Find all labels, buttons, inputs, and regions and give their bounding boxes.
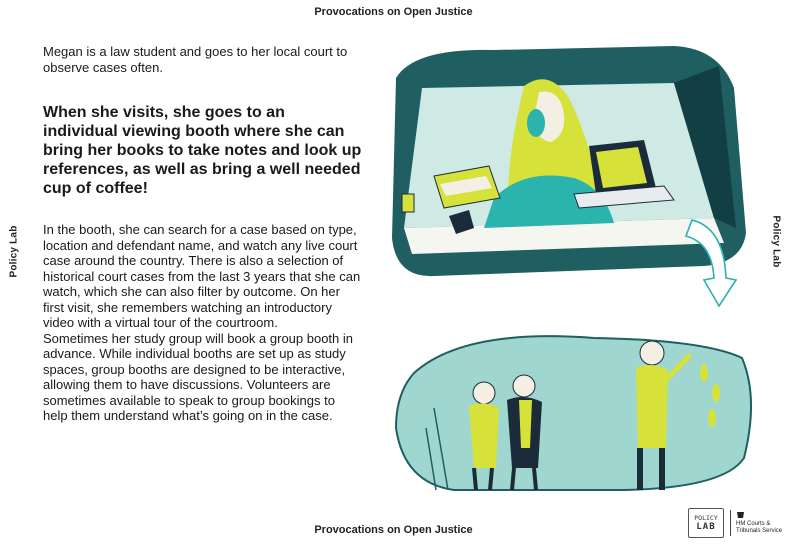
illustration bbox=[374, 28, 774, 498]
policy-lab-logo-bottom: LAB bbox=[696, 522, 716, 532]
hmcts-line-2: Tribunals Service bbox=[736, 528, 783, 534]
intro-text: Megan is a law student and goes to her local court to observe cases often. bbox=[43, 44, 348, 75]
body-paragraph-2: Sometimes her study group will book a group booth in advance. While individual booths are set up as study spaces, group booths are designed to be interactive, allowing them to have discussions. Volunteers are sometimes available to speak to group bookings to help them understand what’s going on in the case. bbox=[43, 330, 354, 423]
side-label-left: Policy Lab bbox=[8, 225, 20, 278]
logo-divider bbox=[730, 510, 731, 536]
logo-group bbox=[688, 508, 782, 538]
body-text bbox=[43, 222, 363, 424]
hmcts-logo bbox=[736, 511, 782, 535]
side-label-right: Policy Lab bbox=[770, 215, 782, 268]
booth-illustration bbox=[392, 46, 746, 276]
body-paragraph-1: In the booth, she can search for a case based on type, location and defendant name, and watch any live court case around the country. There is also a selection of historical court cases from the last 3 years that she can watch, which she can also filter by outcome. On her first visit, she remembers watching an introductory video with a virtual tour of the courtroom. bbox=[43, 222, 361, 330]
lead-text: When she visits, she goes to an individual viewing booth where she can bring her books to take notes and look up references, as well as bring a well needed cup of coffee! bbox=[43, 104, 362, 197]
running-header: Provocations on Open Justice bbox=[314, 6, 473, 18]
crest-icon bbox=[736, 511, 745, 519]
running-footer: Provocations on Open Justice bbox=[314, 524, 473, 536]
policy-lab-logo bbox=[688, 508, 724, 538]
policy-lab-logo-top: POLICY bbox=[694, 514, 718, 522]
hmcts-line-1: HM Courts & bbox=[736, 521, 771, 527]
group-booth-illustration bbox=[396, 336, 751, 490]
